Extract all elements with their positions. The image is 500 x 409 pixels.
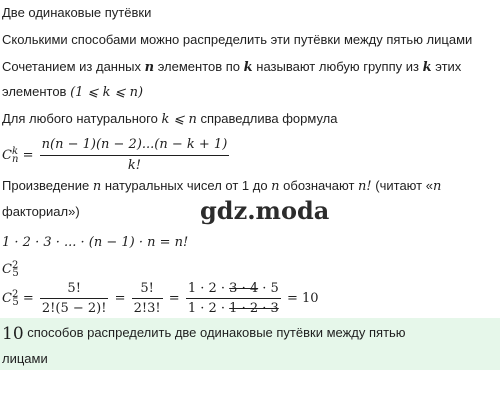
var-n: n [92, 179, 102, 194]
equals: = [22, 291, 34, 306]
var-n: n [432, 179, 442, 194]
factorial-text: натуральных чисел от 1 до [101, 178, 272, 193]
k-condition: k ⩽ n [161, 112, 197, 127]
theory-text: справедлива формула [196, 111, 338, 126]
factorial-product: 1 · 2 · 3 · ... · (n − 1) · n = n! [2, 235, 189, 250]
calculation [2, 280, 319, 317]
factorial-line-1 [2, 178, 441, 195]
var-k: k [422, 60, 432, 75]
answer-text: способов распределить две одинаковые путёвки между пятью [23, 325, 406, 340]
var-n: n [271, 179, 280, 194]
title: Две одинаковые путёвки [2, 5, 152, 20]
fraction-1: $\frac{5!}{2!(5 - 2)!}$ [41, 281, 107, 316]
n-factorial: n! [358, 179, 372, 194]
fraction-3: $\frac{1 \cdot 2 \cdot 3 \cdot 4 \cdot 5}{1 \cdot 2 \cdot 1 \cdot 2 \cdot 3}$ [187, 281, 279, 316]
theory-line-3 [2, 111, 338, 128]
theory-text: Сочетанием из данных [2, 59, 145, 74]
equals: = [114, 291, 126, 306]
equals: = [168, 291, 180, 306]
var-n: n [144, 60, 155, 75]
theory-line-2 [2, 84, 143, 101]
watermark: gdz.moda [200, 196, 330, 225]
theory-text: этих [431, 59, 462, 74]
factorial-text: Произведение [2, 178, 93, 193]
answer-line-2: лицами [2, 351, 48, 366]
answer-number: 10 [2, 324, 24, 344]
theory-line-1 [2, 59, 461, 76]
answer-box [0, 318, 500, 370]
formula-fraction [40, 136, 230, 175]
theory-text: элементов [2, 84, 71, 99]
factorial-text: (читают « [371, 178, 433, 193]
question: Сколькими способами можно распределить эти путёвки между пятью лицами [2, 32, 473, 47]
theory-text: элементов по [154, 59, 244, 74]
fraction-2: $\frac{5!}{2!3!}$ [133, 281, 161, 316]
formula-numerator: n(n − 1)(n − 2)...(n − k + 1) [41, 137, 228, 152]
k-range: (1 ⩽ k ⩽ n) [70, 85, 144, 100]
combination-c52: $C^2_5$ [2, 260, 19, 279]
result: 10 [301, 291, 319, 306]
combination-formula [2, 136, 231, 175]
formula-denominator: k! [127, 158, 142, 173]
combination-c52: $C^2_5$ [2, 289, 19, 308]
equals: = [286, 291, 298, 306]
factorial-line-2: факториал») [2, 204, 80, 219]
combination-symbol: $C^k_n$ [2, 145, 19, 165]
theory-text: Для любого натурального [2, 111, 162, 126]
theory-text: называют любую группу из [252, 59, 423, 74]
answer-line-1 [2, 324, 406, 344]
factorial-text: обозначают [279, 178, 359, 193]
var-k: k [243, 60, 253, 75]
equals: = [18, 147, 38, 163]
